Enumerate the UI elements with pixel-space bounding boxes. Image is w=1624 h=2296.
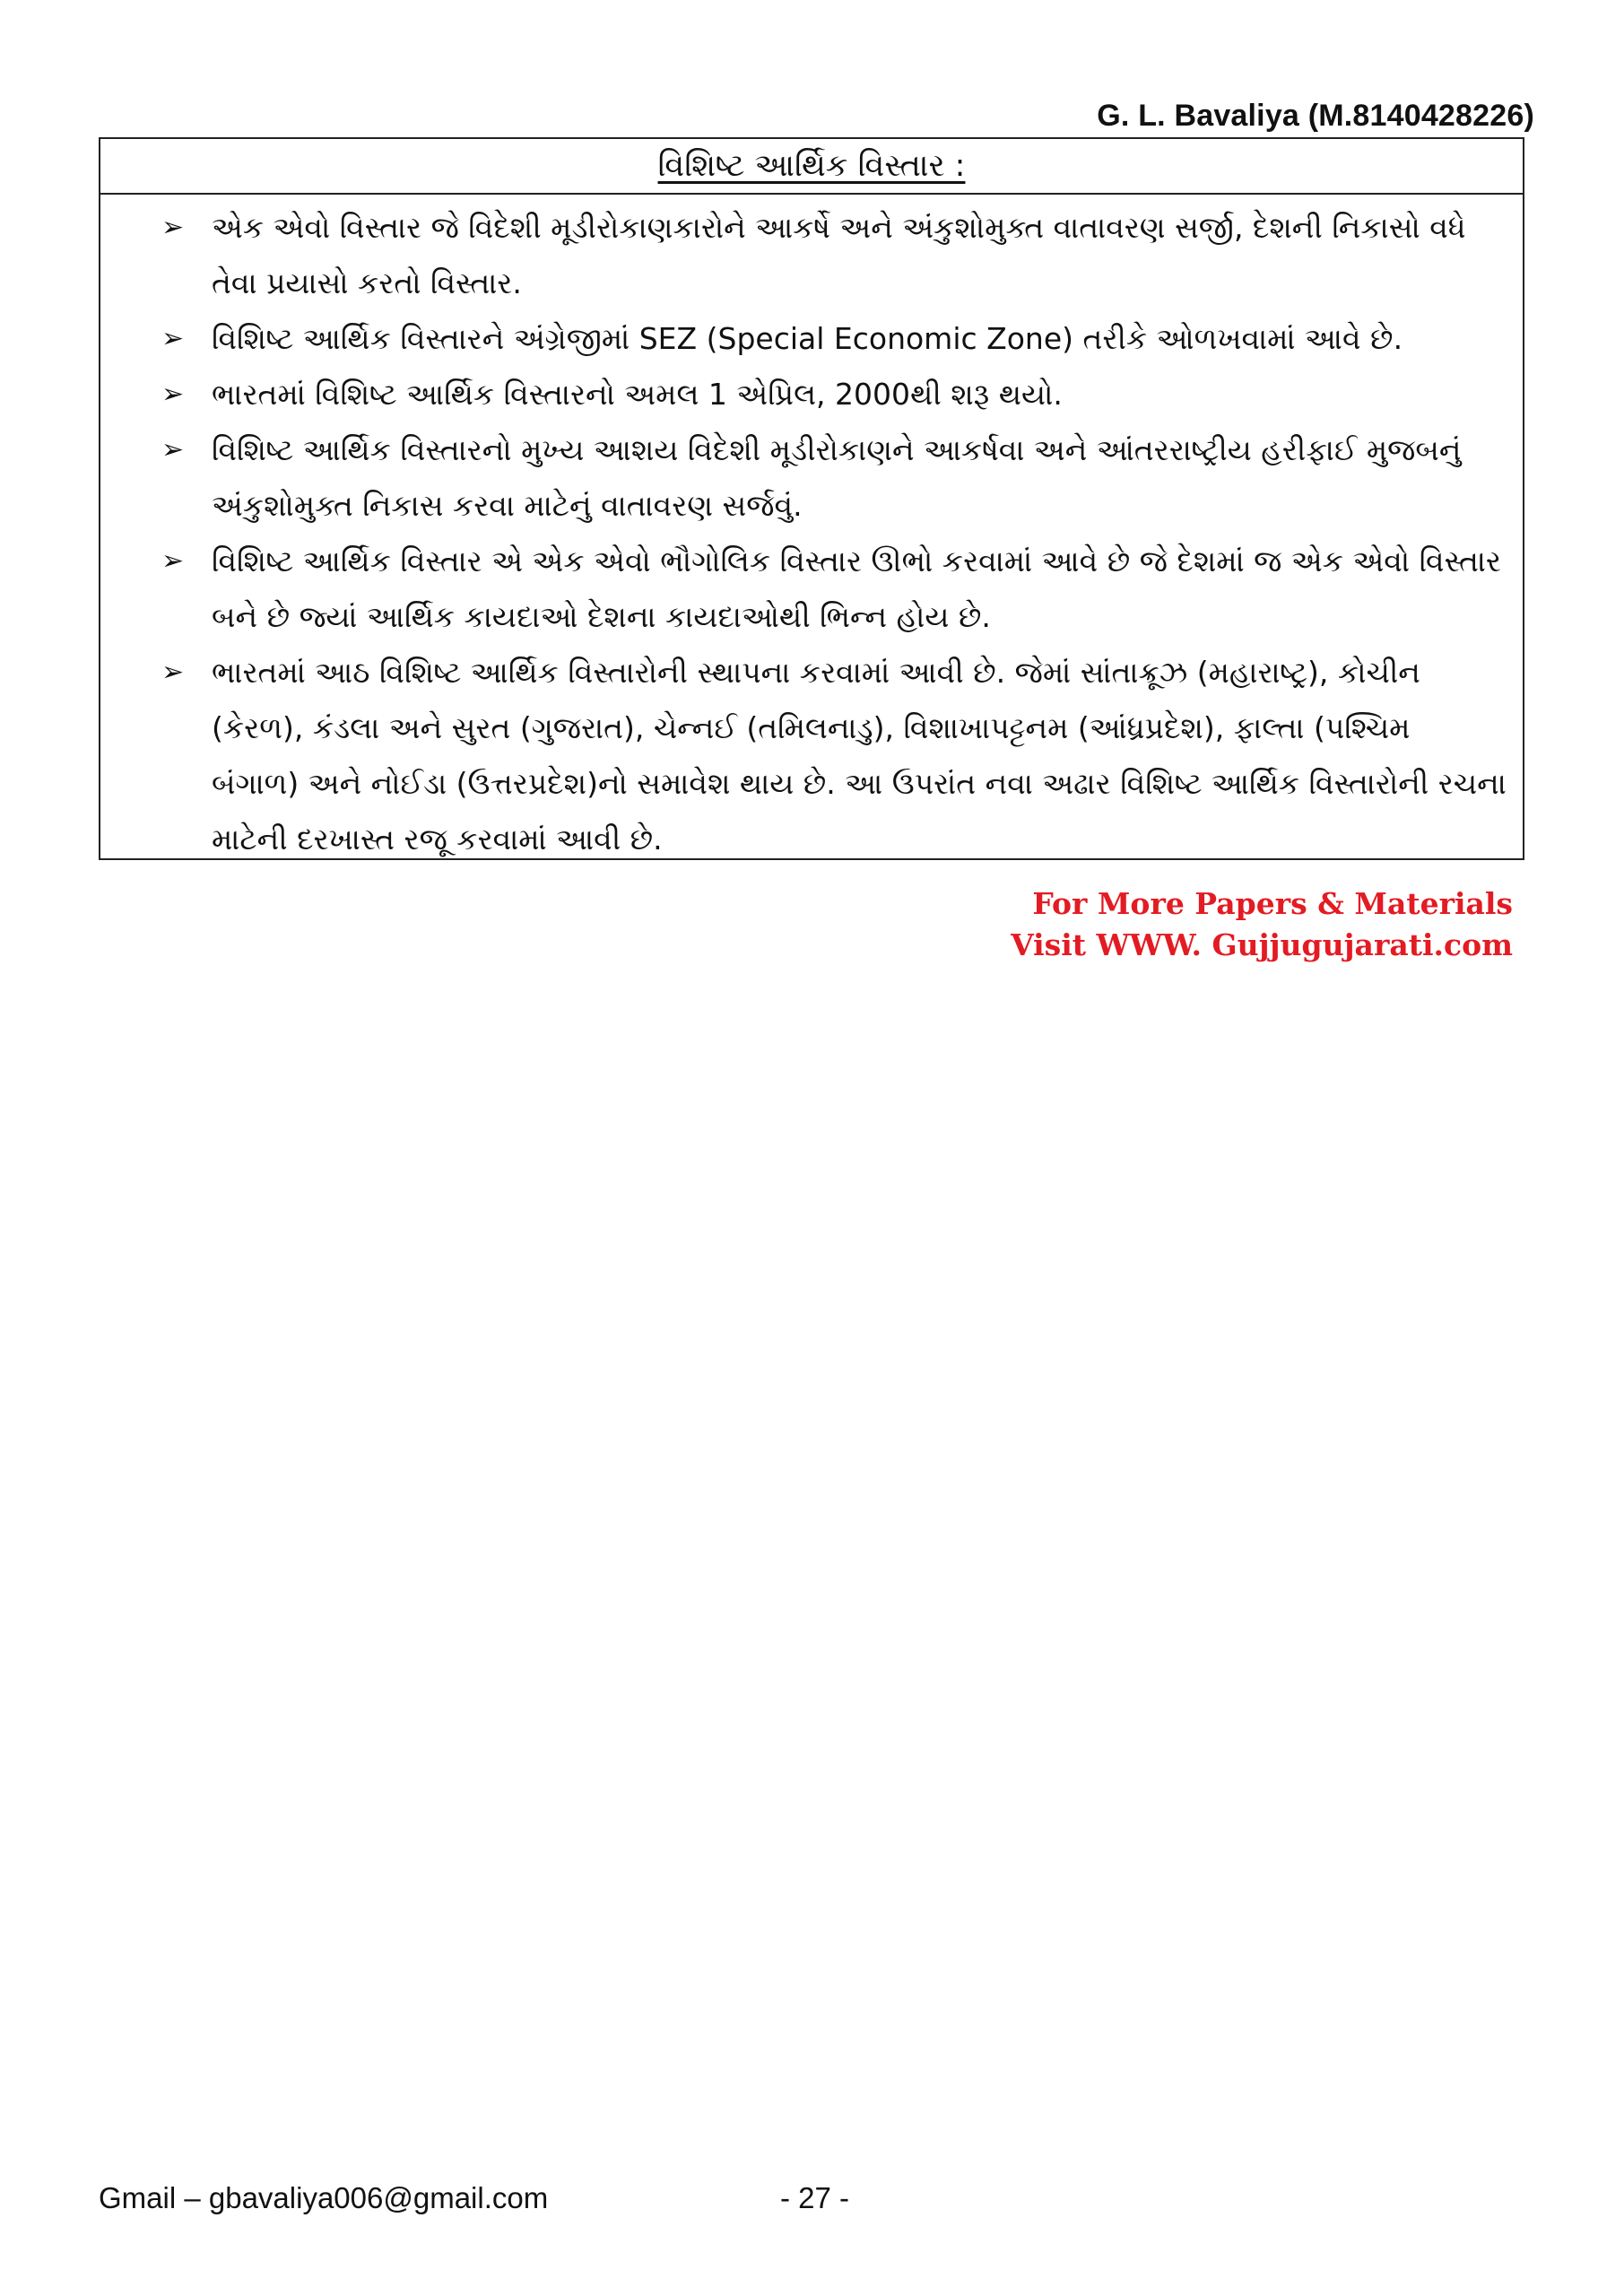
list-item-text: ભારતમાં આઠ વિશિષ્ટ આર્થિક વિસ્તારોની સ્થાપના કરવામાં આવી છે. જેમાં સાંતાક્રૂઝ (મહારાષ્ટ્ર), કોચીન (કેરળ), કંડલા અને સુરત (ગુજરાત), ચેન્નઈ (તમિલનાડુ), વિશાખાપટ્ટનમ (આંધ્રપ્રદેશ), ફાલ્તા (પશ્ચિમ બંગાળ) અને નોઈડા (ઉત્તરપ્રદેશ)નો સમાવેશ થાય છે. આ ઉપરાંત નવા અઢાર વિશિષ્ટ આર્થિક વિસ્તારોની રચના માટેની દરખાસ્ત રજૂ કરવામાં આવી છે. (212, 655, 1507, 857)
arrow-bullet-icon: ➢ (161, 378, 185, 410)
list-item (161, 645, 1507, 867)
bullet-list (100, 195, 1523, 867)
arrow-bullet-icon: ➢ (161, 545, 185, 577)
promo-line-website: Visit WWW. Gujjugujarati.com (1011, 927, 1513, 962)
list-item-text: વિશિષ્ટ આર્થિક વિસ્તારનો મુખ્ય આશય વિદેશી મૂડીરોકાણને આકર્ષવા અને આંતરરાષ્ટ્રીય હરીફાઈ મુજબનું અંકુશોમુક્ત નિકાસ કરવા માટેનું વાતાવરણ સર્જવું. (212, 432, 1462, 523)
arrow-bullet-icon: ➢ (161, 434, 185, 465)
list-item-text: એક એવો વિસ્તાર જે વિદેશી મૂડીરોકાણકારોને આકર્ષે અને અંકુશોમુક્ત વાતાવરણ સર્જી, દેશની નિકાસો વધે તેવા પ્રયાસો કરતો વિસ્તાર. (212, 210, 1466, 300)
arrow-bullet-icon: ➢ (161, 212, 185, 243)
list-item-text: વિશિષ્ટ આર્થિક વિસ્તારને અંગ્રેજીમાં SEZ (Special Economic Zone) તરીકે ઓળખવામાં આવે છે. (212, 321, 1403, 356)
list-item-text: વિશિષ્ટ આર્થિક વિસ્તાર એ એક એવો ભૌગોલિક વિસ્તાર ઊભો કરવામાં આવે છે જે દેશમાં જ એક એવો વિસ્તાર બને છે જ્યાં આર્થિક કાયદાઓ દેશના કાયદાઓથી ભિન્ન હોય છે. (212, 544, 1501, 634)
promo-notice (1011, 883, 1513, 966)
list-item (161, 367, 1507, 422)
list-item (161, 311, 1507, 367)
list-item (161, 534, 1507, 645)
list-item (161, 422, 1507, 534)
arrow-bullet-icon: ➢ (161, 657, 185, 688)
section-title-row (100, 139, 1523, 195)
arrow-bullet-icon: ➢ (161, 323, 185, 354)
page-number: - 27 - (780, 2181, 850, 2214)
author-header: G. L. Bavaliya (M.8140428226) (1097, 99, 1534, 133)
promo-line-papers: For More Papers & Materials (1032, 886, 1513, 921)
content-box (99, 137, 1524, 860)
footer-email: Gmail – gbavaliya006@gmail.com (99, 2181, 549, 2214)
list-item (161, 200, 1507, 311)
section-title: વિશિષ્ટ આર્થિક વિસ્તાર : (657, 148, 966, 184)
list-item-text: ભારતમાં વિશિષ્ટ આર્થિક વિસ્તારનો અમલ 1 એપ્રિલ, 2000થી શરૂ થયો. (212, 377, 1063, 412)
